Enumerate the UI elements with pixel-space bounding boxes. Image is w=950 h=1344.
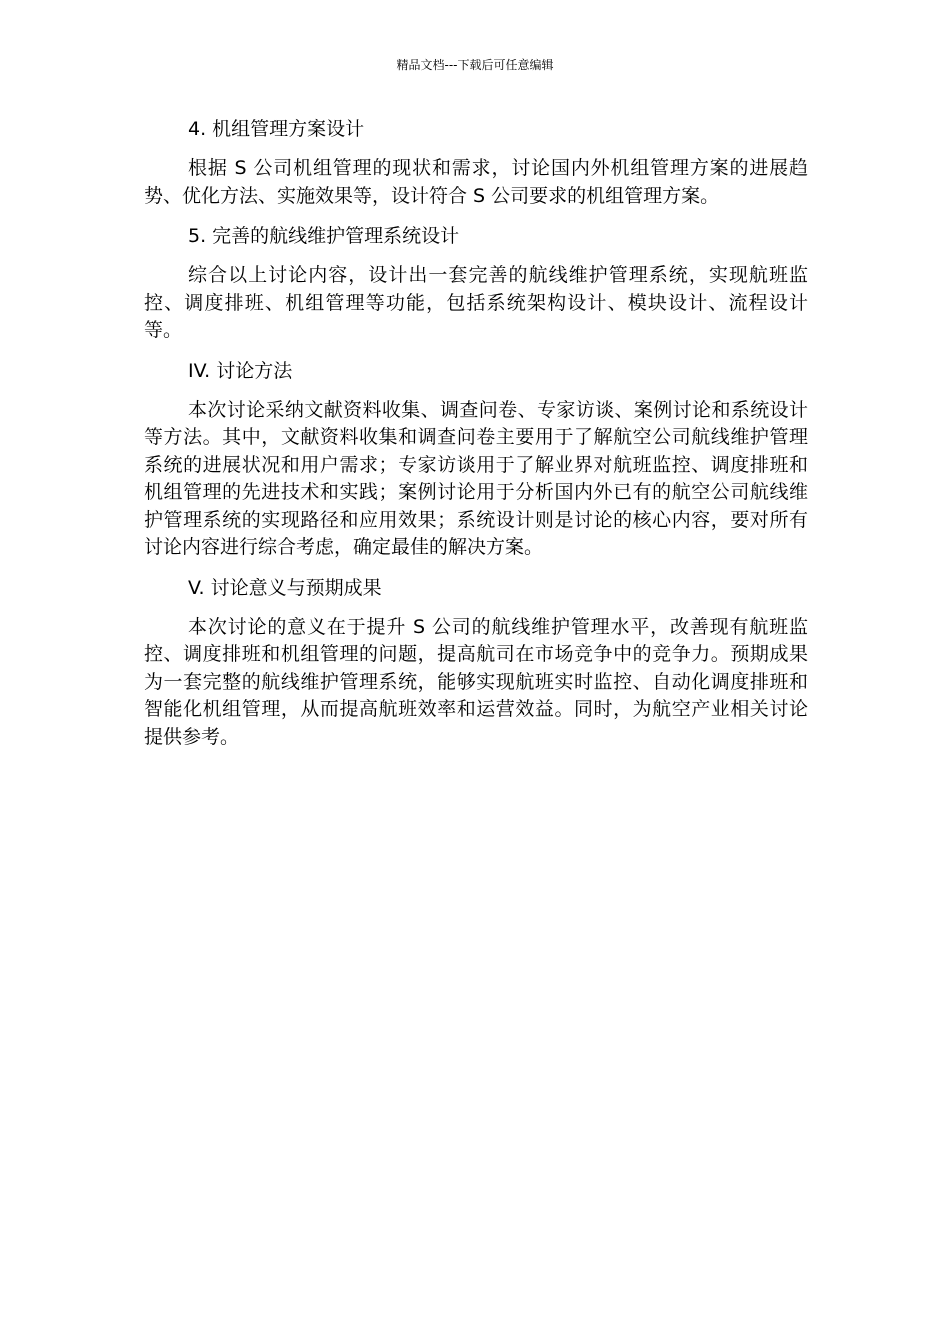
section-body-crew-management: 根据 S 公司机组管理的现状和需求，讨论国内外机组管理方案的进展趋势、优化方法、实施效果等，设计符合 S 公司要求的机组管理方案。 [144, 157, 808, 207]
section-body-methods: 本次讨论采纳文献资料收集、调查问卷、专家访谈、案例讨论和系统设计等方法。其中，文献资料收集和调查问卷主要用于了解航空公司航线维护管理系统的进展状况和用户需求；专家访谈用于了解业界对航班监控、调度排班和机组管理的先进技术和实践；案例讨论用于分析国内外已有的航空公司航线维护管理系统的实现路径和应用效果；系统设计则是讨论的核心内容，要对所有讨论内容进行综合考虑，确定最佳的解决方案。 [144, 398, 808, 558]
section-heading-methods: IV. 讨论方法 [188, 359, 293, 382]
page-header: 精品文档---下载后可任意编辑 [396, 58, 554, 72]
document-body [144, 114, 808, 762]
section-body-system-design: 综合以上讨论内容，设计出一套完善的航线维护管理系统，实现航班监控、调度排班、机组管理等功能，包括系统架构设计、模块设计、流程设计等。 [144, 264, 808, 341]
section-body-significance: 本次讨论的意义在于提升 S 公司的航线维护管理水平，改善现有航班监控、调度排班和机组管理的问题，提高航司在市场竞争中的竞争力。预期成果为一套完整的航线维护管理系统，能够实现航班实时监控、自动化调度排班和智能化机组管理，从而提高航班效率和运营效益。同时，为航空产业相关讨论提供参考。 [144, 615, 808, 748]
section-heading-system-design: 5. 完善的航线维护管理系统设计 [188, 225, 460, 247]
section-heading-significance: V. 讨论意义与预期成果 [188, 576, 382, 599]
section-heading-crew-management: 4. 机组管理方案设计 [188, 118, 365, 140]
